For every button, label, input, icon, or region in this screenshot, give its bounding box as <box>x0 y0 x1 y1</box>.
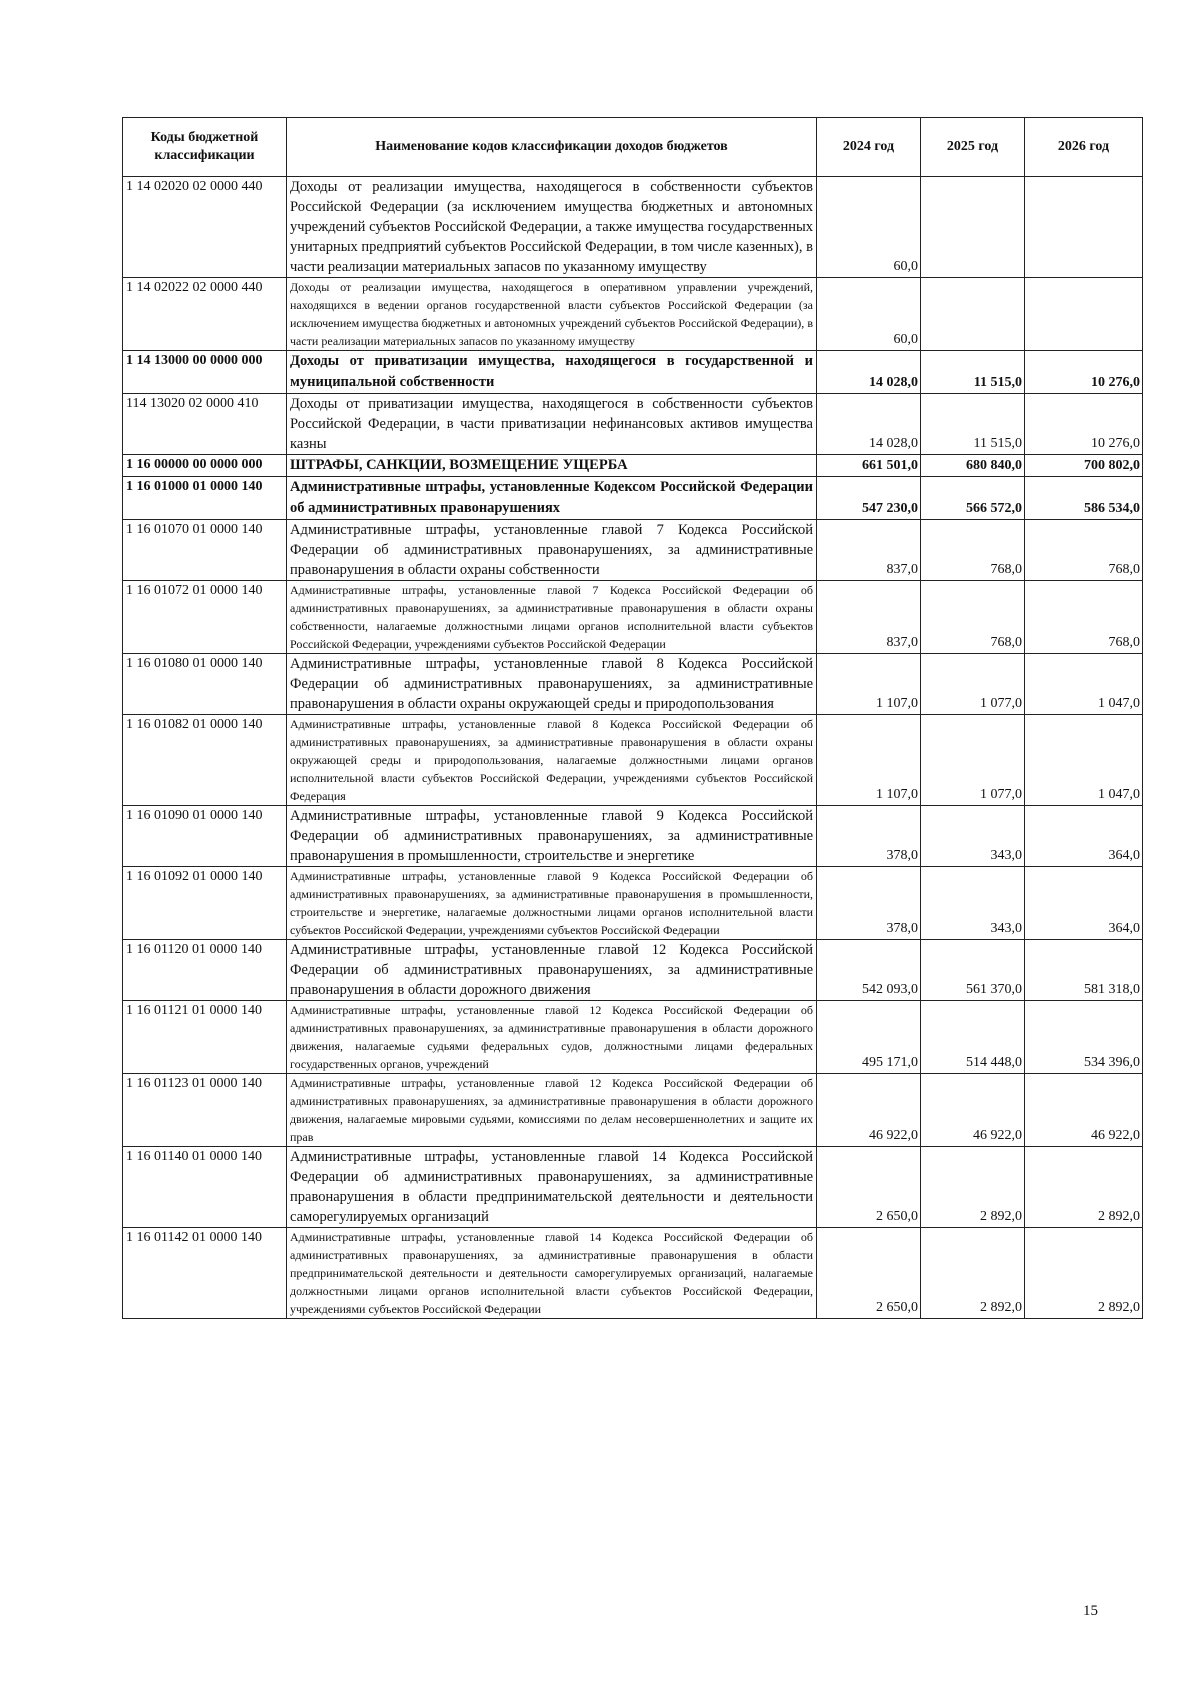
value-2025: 343,0 <box>921 867 1025 940</box>
value-2026 <box>1025 278 1143 351</box>
value-2025 <box>921 278 1025 351</box>
table-row <box>123 1074 1143 1147</box>
table-row <box>123 351 1143 394</box>
value-2026: 1 047,0 <box>1025 715 1143 806</box>
value-2025: 46 922,0 <box>921 1074 1025 1147</box>
value-2024: 46 922,0 <box>817 1074 921 1147</box>
value-2026: 10 276,0 <box>1025 351 1143 394</box>
row-name: ШТРАФЫ, САНКЦИИ, ВОЗМЕЩЕНИЕ УЩЕРБА <box>287 455 817 477</box>
value-2025: 768,0 <box>921 581 1025 654</box>
row-code: 114 13020 02 0000 410 <box>123 394 287 455</box>
value-2026: 768,0 <box>1025 520 1143 581</box>
value-2025: 1 077,0 <box>921 715 1025 806</box>
value-2024: 661 501,0 <box>817 455 921 477</box>
row-name: Административные штрафы, установленные главой 7 Кодекса Российской Федерации об административных правонарушениях, за административные правонарушения в области охраны собственности <box>287 520 817 581</box>
value-2026: 1 047,0 <box>1025 654 1143 715</box>
value-2025: 2 892,0 <box>921 1228 1025 1319</box>
value-2026: 534 396,0 <box>1025 1001 1143 1074</box>
table-row <box>123 477 1143 520</box>
row-name: Административные штрафы, установленные главой 9 Кодекса Российской Федерации об административных правонарушениях, за административные правонарушения в промышленности, строительстве и энергетике <box>287 806 817 867</box>
table-row <box>123 581 1143 654</box>
table-row <box>123 1147 1143 1228</box>
row-name: Административные штрафы, установленные главой 12 Кодекса Российской Федерации об административных правонарушениях, за административные правонарушения в области дорожного движения, налагаемые мировыми судьями, комиссиями по делам несовершеннолетних и защите их прав <box>287 1074 817 1147</box>
value-2024: 1 107,0 <box>817 654 921 715</box>
value-2026: 768,0 <box>1025 581 1143 654</box>
table-row <box>123 1228 1143 1319</box>
table-row <box>123 1001 1143 1074</box>
row-code: 1 16 01090 01 0000 140 <box>123 806 287 867</box>
value-2026: 581 318,0 <box>1025 940 1143 1001</box>
row-code: 1 16 01000 01 0000 140 <box>123 477 287 520</box>
row-code: 1 16 01142 01 0000 140 <box>123 1228 287 1319</box>
row-name: Административные штрафы, установленные главой 8 Кодекса Российской Федерации об административных правонарушениях, за административные правонарушения в области охраны окружающей среды и природопользования, налагаемые должностными лицами органов исполнительной власти субъектов Российской Федерации, учреждениями субъектов Российской Федерация <box>287 715 817 806</box>
value-2025: 2 892,0 <box>921 1147 1025 1228</box>
value-2025: 768,0 <box>921 520 1025 581</box>
row-name: Административные штрафы, установленные главой 12 Кодекса Российской Федерации об административных правонарушениях, за административные правонарушения в области дорожного движения, налагаемые судьями федеральных судов, должностными лицами федеральных государственных органов, учреждений <box>287 1001 817 1074</box>
table-row <box>123 177 1143 278</box>
value-2025: 11 515,0 <box>921 351 1025 394</box>
value-2024: 837,0 <box>817 581 921 654</box>
row-name: Административные штрафы, установленные главой 14 Кодекса Российской Федерации об административных правонарушениях, за административные правонарушения в области предпринимательской деятельности и деятельности саморегулируемых организаций, налагаемые должностными лицами органов исполнительной власти субъектов Российской Федерации, учреждениями субъектов Российской Федерации <box>287 1228 817 1319</box>
value-2024: 2 650,0 <box>817 1228 921 1319</box>
table-row <box>123 278 1143 351</box>
row-code: 1 14 13000 00 0000 000 <box>123 351 287 394</box>
value-2024: 2 650,0 <box>817 1147 921 1228</box>
table-row <box>123 715 1143 806</box>
value-2024: 495 171,0 <box>817 1001 921 1074</box>
row-code: 1 16 01140 01 0000 140 <box>123 1147 287 1228</box>
value-2026: 364,0 <box>1025 806 1143 867</box>
value-2026: 700 802,0 <box>1025 455 1143 477</box>
row-code: 1 16 01072 01 0000 140 <box>123 581 287 654</box>
table-row <box>123 867 1143 940</box>
table-row <box>123 394 1143 455</box>
table-row <box>123 455 1143 477</box>
row-name: Доходы от реализации имущества, находящегося в собственности субъектов Российской Федерации (за исключением имущества бюджетных и автономных учреждений субъектов Российской Федерации, а также имущества государственных унитарных предприятий субъектов Российской Федерации, в том числе казенных), в части реализации материальных запасов по указанному имуществу <box>287 177 817 278</box>
row-code: 1 14 02022 02 0000 440 <box>123 278 287 351</box>
value-2026: 2 892,0 <box>1025 1228 1143 1319</box>
value-2024: 14 028,0 <box>817 394 921 455</box>
row-code: 1 16 00000 00 0000 000 <box>123 455 287 477</box>
row-code: 1 16 01082 01 0000 140 <box>123 715 287 806</box>
value-2025: 343,0 <box>921 806 1025 867</box>
table-row <box>123 654 1143 715</box>
value-2025: 561 370,0 <box>921 940 1025 1001</box>
budget-table <box>122 117 1143 1319</box>
value-2024: 60,0 <box>817 177 921 278</box>
value-2024: 542 093,0 <box>817 940 921 1001</box>
value-2025: 680 840,0 <box>921 455 1025 477</box>
value-2025: 566 572,0 <box>921 477 1025 520</box>
table-row <box>123 520 1143 581</box>
value-2024: 14 028,0 <box>817 351 921 394</box>
value-2025 <box>921 177 1025 278</box>
row-name: Доходы от приватизации имущества, находящегося в собственности субъектов Российской Федерации, в части приватизации нефинансовых активов имущества казны <box>287 394 817 455</box>
header-2025: 2025 год <box>921 118 1025 177</box>
value-2026: 46 922,0 <box>1025 1074 1143 1147</box>
value-2024: 60,0 <box>817 278 921 351</box>
header-code: Коды бюджетной классификации <box>123 118 287 177</box>
value-2026: 364,0 <box>1025 867 1143 940</box>
row-name: Административные штрафы, установленные главой 7 Кодекса Российской Федерации об административных правонарушениях, за административные правонарушения в области охраны собственности, налагаемые должностными лицами органов исполнительной власти субъектов Российской Федерации, учреждениями субъектов Российской Федерации <box>287 581 817 654</box>
row-name: Административные штрафы, установленные Кодексом Российской Федерации об административных правонарушениях <box>287 477 817 520</box>
value-2024: 547 230,0 <box>817 477 921 520</box>
table-row <box>123 940 1143 1001</box>
value-2026 <box>1025 177 1143 278</box>
table-header-row <box>123 118 1143 177</box>
row-code: 1 16 01121 01 0000 140 <box>123 1001 287 1074</box>
value-2024: 378,0 <box>817 806 921 867</box>
row-name: Административные штрафы, установленные главой 12 Кодекса Российской Федерации об административных правонарушениях, за административные правонарушения в области дорожного движения <box>287 940 817 1001</box>
row-name: Доходы от реализации имущества, находящегося в оперативном управлении учреждений, находящихся в ведении органов государственной власти субъектов Российской Федерации (за исключением имущества бюджетных и автономных учреждений субъектов Российской Федерации), в части реализации материальных запасов по указанному имуществу <box>287 278 817 351</box>
value-2024: 378,0 <box>817 867 921 940</box>
value-2025: 1 077,0 <box>921 654 1025 715</box>
row-code: 1 16 01070 01 0000 140 <box>123 520 287 581</box>
row-name: Доходы от приватизации имущества, находящегося в государственной и муниципальной собственности <box>287 351 817 394</box>
row-code: 1 16 01080 01 0000 140 <box>123 654 287 715</box>
table-row <box>123 806 1143 867</box>
header-2024: 2024 год <box>817 118 921 177</box>
row-name: Административные штрафы, установленные главой 14 Кодекса Российской Федерации об административных правонарушениях, за административные правонарушения в области предпринимательской деятельности и деятельности саморегулируемых организаций <box>287 1147 817 1228</box>
value-2025: 11 515,0 <box>921 394 1025 455</box>
value-2026: 10 276,0 <box>1025 394 1143 455</box>
row-code: 1 14 02020 02 0000 440 <box>123 177 287 278</box>
page-number: 15 <box>1083 1603 1098 1619</box>
header-2026: 2026 год <box>1025 118 1143 177</box>
row-code: 1 16 01092 01 0000 140 <box>123 867 287 940</box>
value-2024: 837,0 <box>817 520 921 581</box>
row-name: Административные штрафы, установленные главой 9 Кодекса Российской Федерации об административных правонарушениях, за административные правонарушения в промышленности, строительстве и энергетике, налагаемые должностными лицами органов исполнительной власти субъектов Российской Федерации, учреждениями субъектов Российской Федерации <box>287 867 817 940</box>
row-code: 1 16 01123 01 0000 140 <box>123 1074 287 1147</box>
row-name: Административные штрафы, установленные главой 8 Кодекса Российской Федерации об административных правонарушениях, за административные правонарушения в области охраны окружающей среды и природопользования <box>287 654 817 715</box>
value-2026: 586 534,0 <box>1025 477 1143 520</box>
value-2026: 2 892,0 <box>1025 1147 1143 1228</box>
value-2025: 514 448,0 <box>921 1001 1025 1074</box>
header-name: Наименование кодов классификации доходов бюджетов <box>287 118 817 177</box>
row-code: 1 16 01120 01 0000 140 <box>123 940 287 1001</box>
value-2024: 1 107,0 <box>817 715 921 806</box>
